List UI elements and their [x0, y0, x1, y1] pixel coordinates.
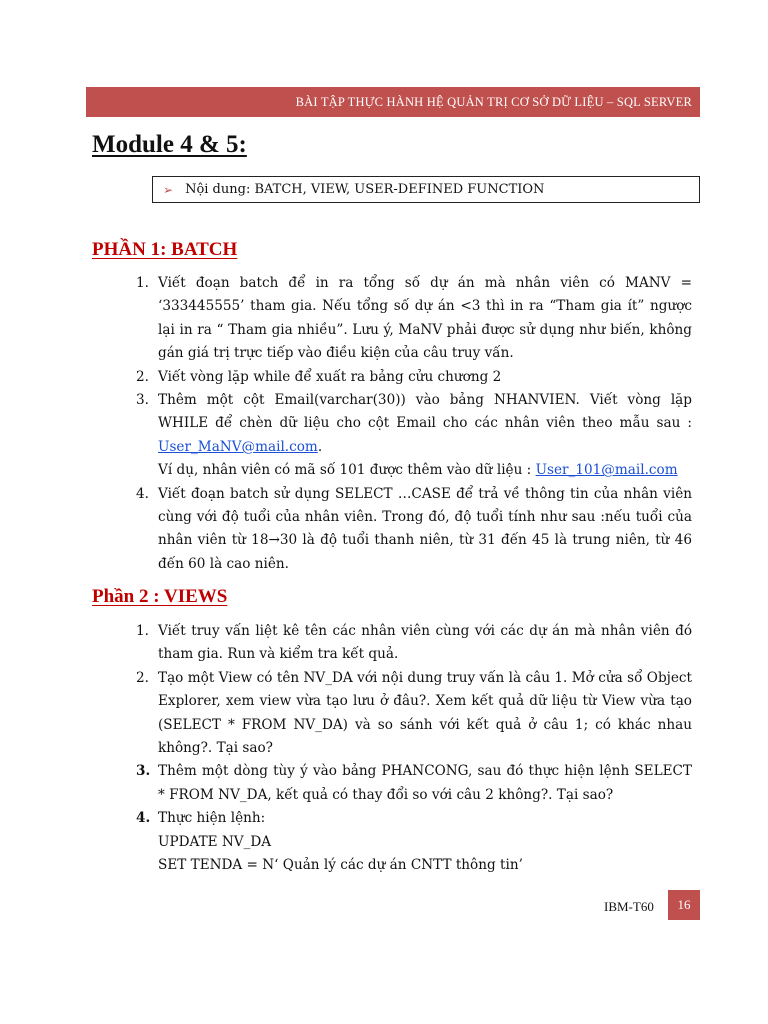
item-number: 1. [136, 623, 149, 639]
item-number: 4. [136, 810, 151, 827]
item-text: Thêm một cột Email(varchar(30)) vào bảng NHANVIEN. Viết vòng lặp WHILE để chèn dữ liệu cho cột Email cho các nhân viên theo mẫu sau : [158, 392, 692, 432]
content-text: Nội dung: BATCH, VIEW, USER-DEFINED FUNCTION [185, 182, 545, 197]
list-item [92, 272, 692, 366]
list-item [92, 620, 692, 667]
module-title: Module 4 & 5: [92, 131, 247, 158]
part1-title: PHẦN 1: BATCH [92, 239, 238, 260]
page-number: 16 [668, 890, 700, 920]
sql-line: SET TENDA = N‘ Quản lý các dự án CNTT thông tin’ [158, 857, 523, 874]
list-item [92, 667, 692, 761]
item-number: 1. [136, 275, 149, 291]
item-text: Viết truy vấn liệt kê tên các nhân viên cùng với các dự án mà nhân viên đó tham gia. Run và kiểm tra kết quả. [158, 623, 692, 663]
item-number: 4. [136, 485, 149, 502]
item-example-text: Ví dụ, nhân viên có mã số 101 được thêm vào dữ liệu : [158, 462, 536, 479]
part2-title: Phần 2 : VIEWS [92, 586, 228, 607]
part1-list [92, 272, 692, 576]
item-text: Viết đoạn batch sử dụng SELECT …CASE để trả về thông tin của nhân viên cùng với độ tuổi của nhân viên. Trong đó, độ tuổi tính như sau :nếu tuổi của nhân viên từ 18 [158, 485, 692, 549]
item-number: 3. [136, 763, 151, 780]
item-number: 2. [136, 368, 149, 385]
header-bar [86, 87, 700, 117]
email-example-link[interactable]: User_101@mail.com [535, 462, 678, 479]
list-item [92, 389, 692, 483]
list-item [92, 483, 692, 577]
list-item [92, 366, 692, 389]
item-text: Tạo một View có tên NV_DA với nội dung truy vấn là câu 1. Mở cửa sổ Object Explorer, xem view vừa tạo lưu ở đâu?. Xem kết quả dữ liệu từ View vừa tạo (SELECT * FROM NV_DA) và so sánh với kết quả ở câu 1; có khác nhau không?. Tại sao? [158, 669, 692, 757]
header-title: BÀI TẬP THỰC HÀNH HỆ QUẢN TRỊ CƠ SỞ DỮ LIỆU – SQL SERVER [295, 94, 692, 109]
part2-list [92, 620, 692, 877]
list-item [92, 807, 692, 877]
right-arrow-icon: → [268, 532, 280, 549]
item-text-punct: . [317, 438, 323, 455]
item-text: Viết đoạn batch để in ra tổng số dự án mà nhân viên có MANV = ‘333445555’ tham gia. Nếu tổng số dự án <3 thì in ra “Tham gia ít” ngược lại in ra “ Tham gia nhiều”. Lưu ý, MaNV phải được sử dụng như biến, không gán giá trị trực tiếp vào điều kiện của câu truy vấn. [158, 275, 692, 362]
email-template-link[interactable]: User_MaNV@mail.com [158, 438, 318, 455]
content-box [152, 176, 700, 203]
sql-line: UPDATE NV_DA [158, 833, 272, 850]
list-item [92, 760, 692, 807]
arrow-bullet-icon: ➢ [163, 182, 174, 197]
footer-label: IBM-T60 [604, 899, 654, 914]
item-number: 2. [136, 669, 149, 686]
item-text: 30 là độ tuổi thanh niên, từ 31 đến 45 là trung niên, từ 46 đến 60 là cao niên. [158, 532, 692, 572]
item-text: Viết vòng lặp while để xuất ra bảng cửu chương 2 [158, 368, 502, 385]
item-number: 3. [136, 392, 149, 409]
item-text: Thêm một dòng tùy ý vào bảng PHANCONG, sau đó thực hiện lệnh SELECT * FROM NV_DA, kết quả có thay đổi so với câu 2 không?. Tại sao? [158, 763, 692, 803]
item-text: Thực hiện lệnh: [158, 810, 266, 827]
